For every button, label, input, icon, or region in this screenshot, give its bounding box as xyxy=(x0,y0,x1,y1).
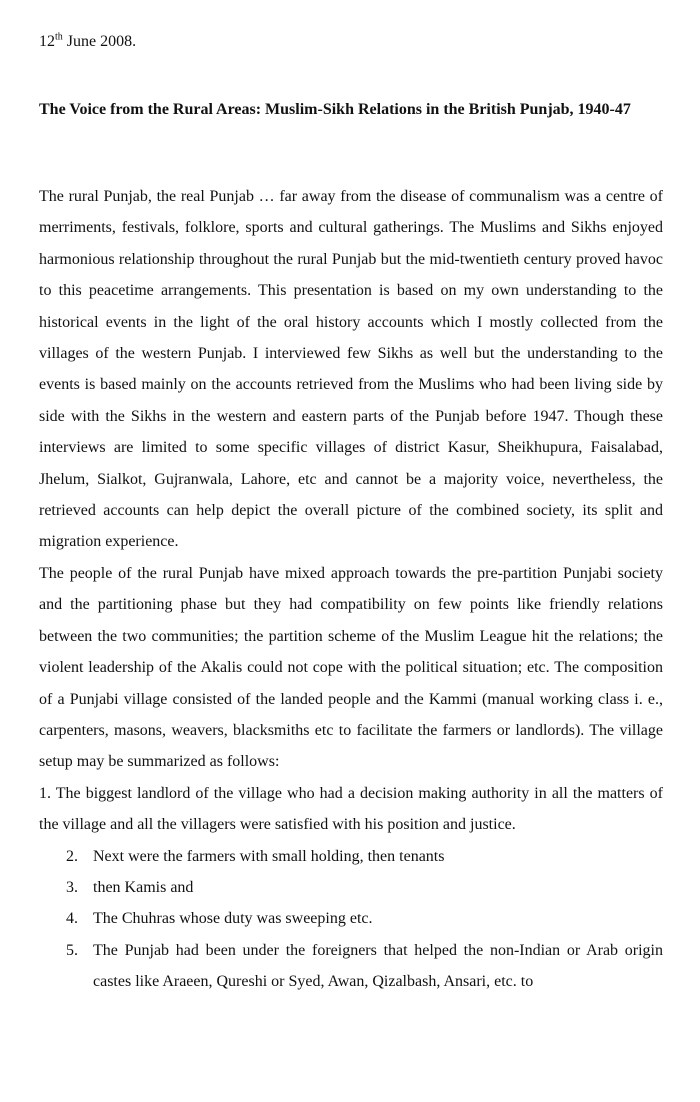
list-item-number: 4. xyxy=(66,910,78,928)
list-item-number: 3. xyxy=(66,878,78,896)
list-item-text: The Punjab had been under the foreigners that helped the non-Indian or Arab origin castes like Araeen, Qureshi or Syed, Awan, Qizalbash, Ansari, etc. to xyxy=(93,941,663,991)
list-item-number: 5. xyxy=(66,941,78,959)
list-item xyxy=(39,841,663,872)
paragraph-intro: The rural Punjab, the real Punjab … far away from the disease of communalism was a centre of merriments, festivals, folklore, sports and cultural gatherings. The Muslims and Sikhs enjoyed harmonious relationship throughout the rural Punjab but the mid-twentieth century proved havoc to this peacetime arrangements. This presentation is based on my own understanding to the historical events in the light of the oral history accounts which I mostly collected from the villages of the western Punjab. I interviewed few Sikhs as well but the understanding to the events is based mainly on the accounts retrieved from the Muslims who had been living side by side with the Sikhs in the western and eastern parts of the Punjab before 1947. Though these interviews are limited to some specific villages of district Kasur, Sheikhupura, Faisalabad, Jhelum, Sialkot, Gujranwala, Lahore, etc and cannot be a majority voice, nevertheless, the retrieved accounts can help depict the overall picture of the combined society, its split and migration experience. xyxy=(39,188,663,551)
list-item-1: 1. The biggest landlord of the village who had a decision making authority in all the matters of the village and all the villagers were satisfied with his position and justice. xyxy=(39,784,663,834)
paragraph-village-setup: The people of the rural Punjab have mixed approach towards the pre-partition Punjabi society and the partitioning phase but they had compatibility on few points like friendly relations between the two communities; the partition scheme of the Muslim League hit the relations; the violent leadership of the Akalis could not cope with the political situation; etc. The composition of a Punjabi village consisted of the landed people and the Kammi (manual working class i. e., carpenters, masons, weavers, blacksmiths etc to facilitate the farmers or landlords). The village setup may be summarized as follows: xyxy=(39,564,663,771)
list-item-number: 2. xyxy=(66,847,78,865)
list-item-text: Next were the farmers with small holding, then tenants xyxy=(93,847,445,865)
list-item xyxy=(39,872,663,903)
list-item xyxy=(39,903,663,934)
date-line xyxy=(39,31,136,53)
date-day: 12 xyxy=(39,33,55,50)
list-item-text: The Chuhras whose duty was sweeping etc. xyxy=(93,910,373,928)
date-suffix: th xyxy=(55,31,63,43)
village-setup-list xyxy=(39,841,663,998)
document-title: The Voice from the Rural Areas: Muslim-Sikh Relations in the British Punjab, 1940-47 xyxy=(39,101,631,118)
document-body xyxy=(39,181,663,998)
list-item-text: then Kamis and xyxy=(93,878,194,896)
list-item xyxy=(39,935,663,998)
date-rest: June 2008. xyxy=(62,33,137,50)
